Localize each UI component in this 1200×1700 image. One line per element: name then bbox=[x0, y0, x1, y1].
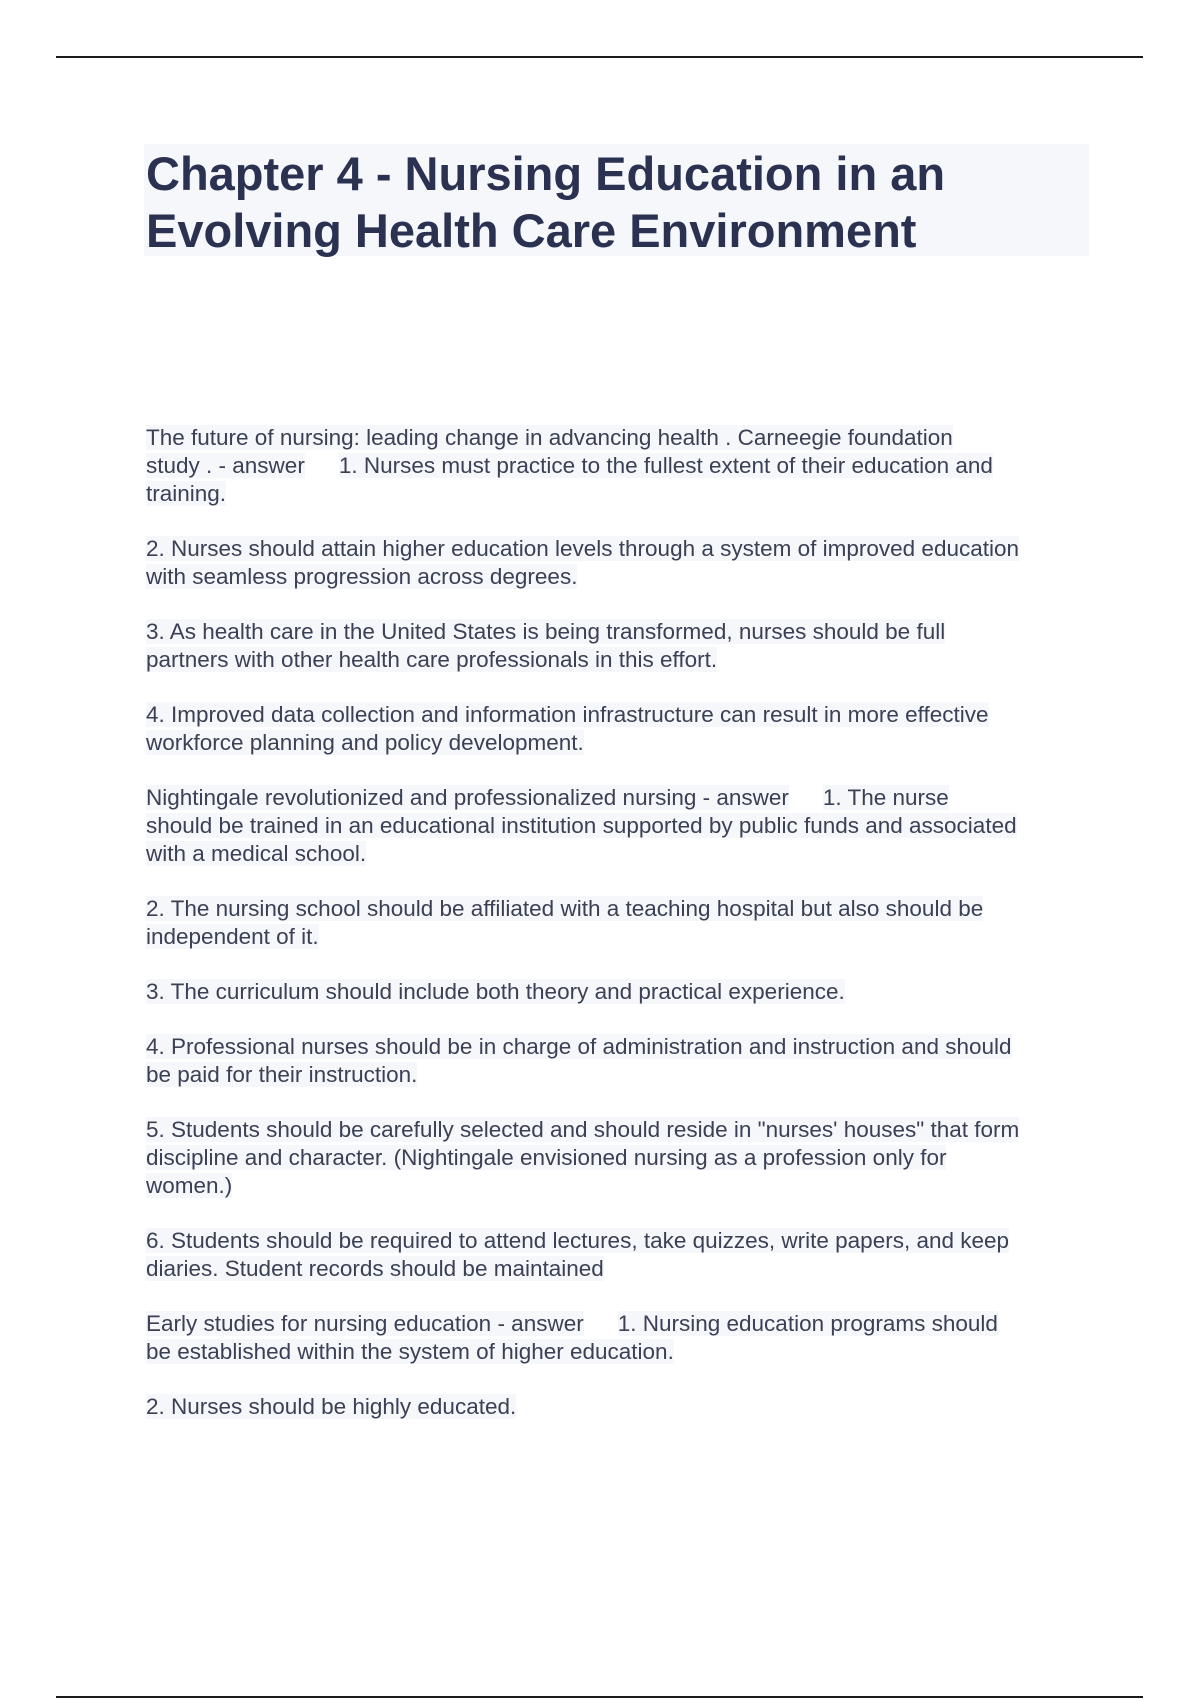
paragraph bbox=[146, 895, 1091, 951]
paragraph bbox=[146, 978, 1091, 1006]
text-segment: 2. The nursing school should be affiliated with a teaching hospital but also should be bbox=[146, 896, 984, 921]
text-line bbox=[146, 812, 1091, 840]
text-segment: with a medical school. bbox=[146, 841, 367, 866]
text-segment: workforce planning and policy development. bbox=[146, 730, 584, 755]
text-line bbox=[146, 480, 1091, 508]
title-line: Chapter 4 - Nursing Education in an bbox=[146, 147, 946, 200]
text-line bbox=[146, 1144, 1091, 1172]
text-line bbox=[146, 978, 1091, 1006]
text-segment: discipline and character. (Nightingale envisioned nursing as a profession only for bbox=[146, 1145, 947, 1170]
paragraph bbox=[146, 1116, 1091, 1200]
text-segment: study . - answer bbox=[146, 453, 305, 478]
paragraph bbox=[146, 1393, 1091, 1421]
text-line bbox=[146, 535, 1091, 563]
text-line bbox=[146, 424, 1091, 452]
text-line bbox=[146, 1227, 1091, 1255]
text-segment: 4. Professional nurses should be in charge of administration and instruction and should bbox=[146, 1034, 1012, 1059]
paragraph bbox=[146, 1033, 1091, 1089]
text-line bbox=[146, 895, 1091, 923]
text-line bbox=[146, 840, 1091, 868]
text-line bbox=[146, 729, 1091, 757]
paragraph bbox=[146, 1310, 1091, 1366]
text-line bbox=[146, 1033, 1091, 1061]
text-line bbox=[146, 923, 1091, 951]
text-segment: 1. Nurses must practice to the fullest extent of their education and bbox=[338, 453, 993, 478]
text-segment: 3. As health care in the United States is being transformed, nurses should be full bbox=[146, 619, 946, 644]
page-title bbox=[146, 145, 1086, 259]
text-segment: with seamless progression across degrees. bbox=[146, 564, 578, 589]
text-segment: independent of it. bbox=[146, 924, 319, 949]
text-segment: Nightingale revolutionized and professionalized nursing - answer bbox=[146, 785, 789, 810]
page-top-rule bbox=[56, 56, 1143, 58]
text-segment: Early studies for nursing education - answer bbox=[146, 1311, 584, 1336]
page-bottom-rule bbox=[56, 1696, 1143, 1698]
text-line bbox=[146, 618, 1091, 646]
text-line bbox=[146, 1338, 1091, 1366]
text-line bbox=[146, 1172, 1091, 1200]
text-line bbox=[146, 701, 1091, 729]
text-segment: 5. Students should be carefully selected and should reside in "nurses' houses" that form bbox=[146, 1117, 1020, 1142]
text-line bbox=[146, 646, 1091, 674]
text-segment: 1. The nurse bbox=[822, 785, 949, 810]
text-line bbox=[146, 1061, 1091, 1089]
text-line bbox=[146, 452, 1091, 480]
paragraph bbox=[146, 424, 1091, 508]
text-segment: 6. Students should be required to attend lectures, take quizzes, write papers, and keep bbox=[146, 1228, 1010, 1253]
paragraph bbox=[146, 1227, 1091, 1283]
document-body bbox=[146, 424, 1091, 1448]
text-segment: diaries. Student records should be maintained bbox=[146, 1256, 604, 1281]
text-segment: partners with other health care professionals in this effort. bbox=[146, 647, 718, 672]
text-segment: be paid for their instruction. bbox=[146, 1062, 418, 1087]
text-segment: The future of nursing: leading change in advancing health . Carneegie foundation bbox=[146, 425, 953, 450]
text-segment: 1. Nursing education programs should bbox=[617, 1311, 998, 1336]
text-line bbox=[146, 784, 1091, 812]
text-line bbox=[146, 1310, 1091, 1338]
paragraph bbox=[146, 784, 1091, 868]
text-segment: be established within the system of higher education. bbox=[146, 1339, 674, 1364]
text-line bbox=[146, 1116, 1091, 1144]
title-line: Evolving Health Care Environment bbox=[146, 204, 917, 257]
text-segment: 2. Nurses should be highly educated. bbox=[146, 1394, 517, 1419]
text-segment: training. bbox=[146, 481, 227, 506]
text-segment: 2. Nurses should attain higher education levels through a system of improved education bbox=[146, 536, 1020, 561]
text-segment: 3. The curriculum should include both theory and practical experience. bbox=[146, 979, 845, 1004]
paragraph bbox=[146, 535, 1091, 591]
text-segment: women.) bbox=[146, 1173, 233, 1198]
paragraph bbox=[146, 618, 1091, 674]
text-line bbox=[146, 563, 1091, 591]
text-line bbox=[146, 1393, 1091, 1421]
text-line bbox=[146, 1255, 1091, 1283]
text-segment: 4. Improved data collection and information infrastructure can result in more effective bbox=[146, 702, 989, 727]
paragraph bbox=[146, 701, 1091, 757]
text-segment: should be trained in an educational institution supported by public funds and associated bbox=[146, 813, 1017, 838]
